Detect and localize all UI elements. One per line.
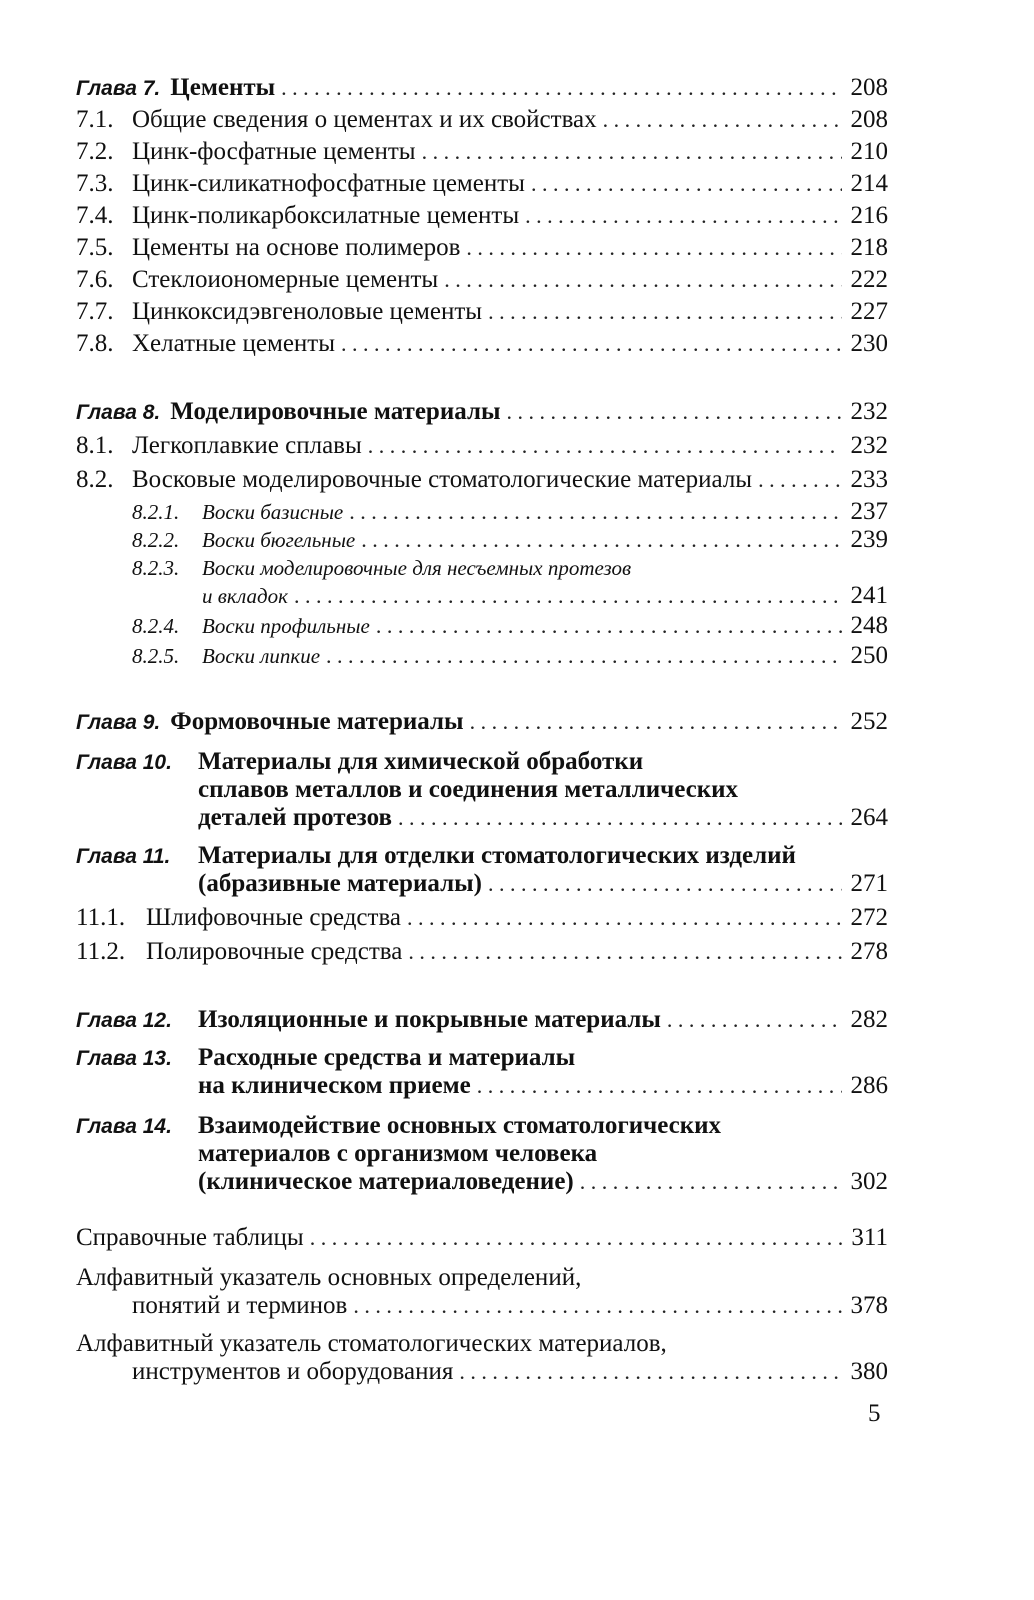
toc-subsection [132,640,888,672]
chapter-title: Взаимодействие основных стоматологических [198,1112,722,1139]
leader-dots [580,1166,842,1198]
chapter-title: Цементы [170,74,276,101]
section-title: Хелатные цементы [132,330,336,357]
chapter-title: материалов с организмом человека [198,1140,598,1167]
section-title: Цинк-фосфатные цементы [132,138,416,165]
leader-dots [326,640,842,672]
leader-dots [444,264,842,296]
leader-dots [310,1222,842,1254]
toc-index-materials-cont [132,1356,888,1388]
leader-dots [507,396,843,428]
leader-dots [407,902,842,934]
toc-chapter-9 [76,706,888,738]
section-number: 8.1. [76,432,114,459]
toc-section [76,200,888,232]
chapter-title: Материалы для химической обработки [198,748,644,775]
section-number: 7.5. [76,234,114,261]
section-title: Шлифовочные средства [146,904,402,931]
toc-section [76,136,888,168]
section-title: Цинк-поликарбоксилатные цементы [132,202,520,229]
page-ref: 286 [850,1072,888,1099]
leader-dots [408,936,842,968]
entry-title: инструментов и оборудования [132,1358,454,1385]
subsection-title: Воски бюгельные [202,528,356,552]
subsection-number: 8.2.4. [132,614,180,638]
entry-title: понятий и терминов [132,1292,348,1319]
toc-section [76,902,888,934]
leader-dots [758,464,842,496]
section-number: 11.2. [76,938,126,965]
section-title: Цинк-силикатнофосфатные цементы [132,170,525,197]
section-number: 7.1. [76,106,114,133]
chapter-title: Расходные средства и материалы [198,1044,576,1071]
toc-chapter-cont [198,802,888,834]
toc-section [76,296,888,328]
leader-dots [376,610,842,642]
leader-dots [477,1070,842,1102]
chapter-label: Глава 9. [76,711,161,734]
page-ref: 378 [850,1292,888,1319]
section-title: Стеклоиономерные цементы [132,266,439,293]
subsection-title: Воски моделировочные для несъемных протезов [202,556,632,580]
page-ref: 252 [850,708,888,735]
page-ref: 208 [850,74,888,101]
leader-dots [488,296,842,328]
toc-chapter-cont [198,868,888,900]
page-ref: 311 [851,1224,888,1251]
chapter-label: Глава 14. [76,1115,172,1138]
toc-chapter-12 [76,1004,888,1036]
toc-chapter-8 [76,396,888,428]
page-ref: 248 [850,612,888,639]
toc-chapter-cont [198,1070,888,1102]
page-ref: 282 [850,1006,888,1033]
page-ref: 208 [850,106,888,133]
chapter-title: Изоляционные и покрывные материалы [198,1006,661,1033]
section-number: 8.2. [76,466,114,493]
subsection-number: 8.2.5. [132,644,180,668]
subsection-number: 8.2.1. [132,500,180,524]
section-number: 7.6. [76,266,114,293]
entry-title: Справочные таблицы [76,1224,304,1251]
page-number: 5 [868,1400,881,1427]
subsection-number: 8.2.2. [132,528,180,552]
toc-chapter-cont [198,1166,888,1198]
page-ref: 272 [850,904,888,931]
toc-section [76,328,888,360]
leader-dots [488,868,842,900]
toc-section [76,430,888,462]
leader-dots [466,232,842,264]
toc-section [76,936,888,968]
subsection-title: Воски базисные [202,500,344,524]
toc-section [76,464,888,496]
page-ref: 278 [850,938,888,965]
toc-reference-tables [76,1222,888,1254]
chapter-label: Глава 13. [76,1047,172,1070]
page-ref: 216 [850,202,888,229]
section-number: 7.8. [76,330,114,357]
toc-subsection-cont [202,580,888,612]
subsection-title: Воски профильные [202,614,370,638]
chapter-label: Глава 10. [76,751,172,774]
subsection-number: 8.2.3. [132,556,180,580]
leader-dots [422,136,842,168]
leader-dots [525,200,842,232]
chapter-title: деталей протезов [198,804,392,831]
section-title: Восковые моделировочные стоматологические материалы [132,466,753,493]
leader-dots [531,168,842,200]
leader-dots [398,802,842,834]
leader-dots [353,1290,842,1322]
toc-index-terms-cont [132,1290,888,1322]
page-ref: 271 [850,870,888,897]
section-number: 7.4. [76,202,114,229]
chapter-label: Глава 7. [76,77,161,100]
page-ref: 264 [850,804,888,831]
toc-chapter-7 [76,72,888,104]
page-ref: 230 [850,330,888,357]
subsection-title: Воски липкие [202,644,321,668]
section-title: Цементы на основе полимеров [132,234,461,261]
page-ref: 250 [850,642,888,669]
subsection-title: и вкладок [202,584,288,608]
section-title: Легкоплавкие сплавы [132,432,362,459]
toc-section [76,232,888,264]
toc-section [76,104,888,136]
chapter-label: Глава 11. [76,845,171,868]
chapter-title: (абразивные материалы) [198,870,482,897]
page-ref: 227 [850,298,888,325]
section-number: 7.7. [76,298,114,325]
toc-section [76,264,888,296]
page-ref: 222 [850,266,888,293]
toc-subsection [132,610,888,642]
page-ref: 380 [850,1358,888,1385]
chapter-title: (клиническое материаловедение) [198,1168,574,1195]
chapter-title: Формовочные материалы [170,708,464,735]
page-ref: 241 [850,582,888,609]
section-number: 7.2. [76,138,114,165]
leader-dots [341,328,842,360]
chapter-label: Глава 12. [76,1009,172,1032]
page-ref: 232 [850,398,888,425]
entry-title: Алфавитный указатель стоматологических материалов, [76,1330,667,1357]
leader-dots [667,1004,842,1036]
chapter-title: Моделировочные материалы [170,398,501,425]
chapter-title: на клиническом приеме [198,1072,471,1099]
page-ref: 239 [850,526,888,553]
section-number: 11.1. [76,904,126,931]
entry-title: Алфавитный указатель основных определений, [76,1264,582,1291]
page-ref: 214 [850,170,888,197]
chapter-title: сплавов металлов и соединения металлических [198,776,739,803]
leader-dots [368,430,842,462]
chapter-label: Глава 8. [76,401,161,424]
page-ref: 218 [850,234,888,261]
section-title: Полировочные средства [146,938,403,965]
toc-section [76,168,888,200]
section-number: 7.3. [76,170,114,197]
leader-dots [470,706,842,738]
page-ref: 210 [850,138,888,165]
page-ref: 233 [850,466,888,493]
leader-dots [294,580,842,612]
section-title: Общие сведения о цементах и их свойствах [132,106,597,133]
leader-dots [459,1356,842,1388]
chapter-title: Материалы для отделки стоматологических изделий [198,842,796,869]
page-ref: 232 [850,432,888,459]
page-ref: 237 [850,498,888,525]
leader-dots [603,104,842,136]
section-title: Цинкоксидэвгеноловые цементы [132,298,483,325]
page-ref: 302 [850,1168,888,1195]
leader-dots [281,72,842,104]
